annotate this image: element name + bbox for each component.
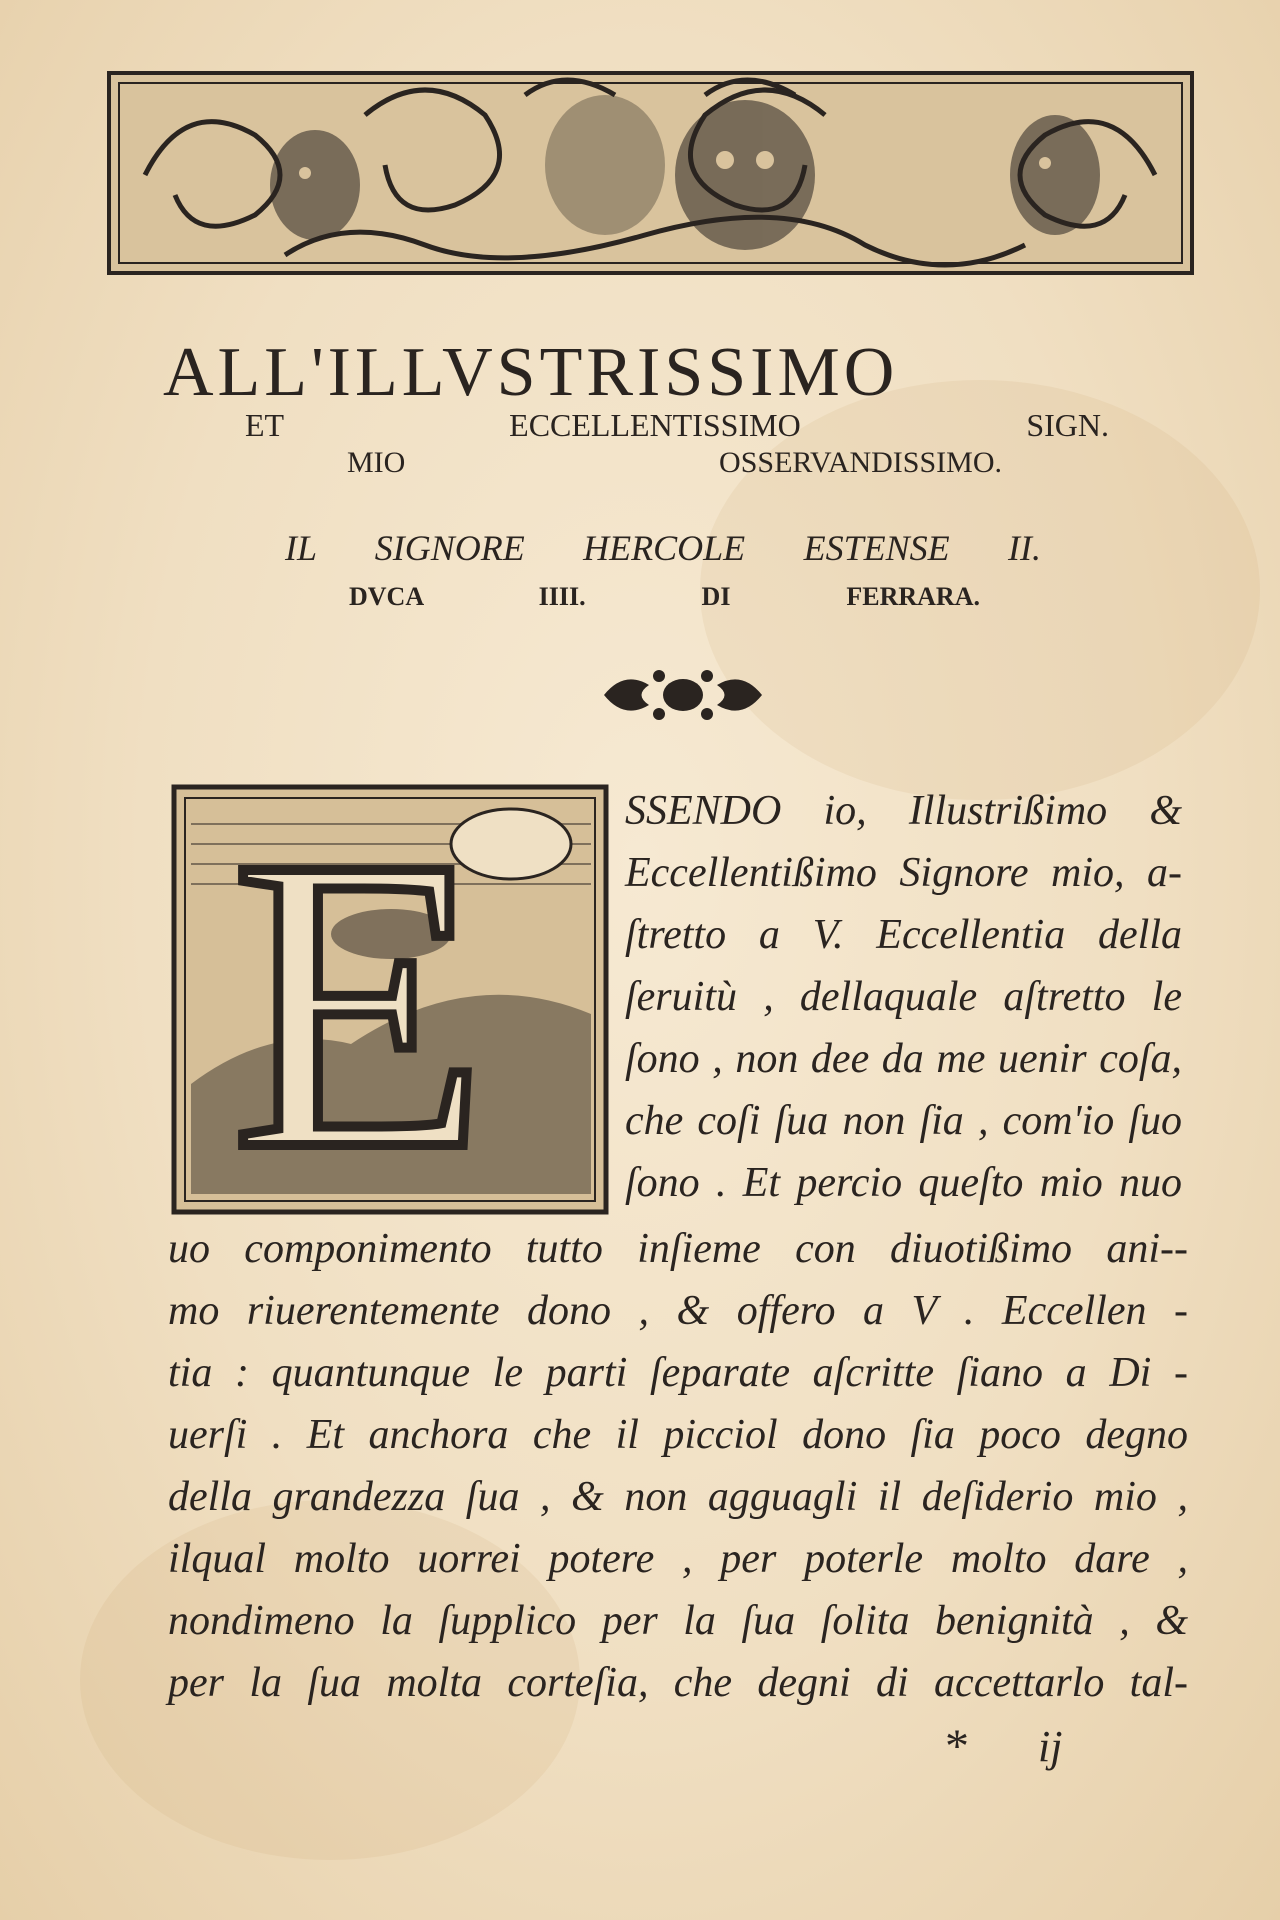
body-line: della grandezza ſua , & non agguagli il deſiderio mio ,	[168, 1474, 1188, 1520]
dedicatee-title-line: DVCA IIII. DI FERRARA.	[349, 582, 980, 611]
body-line: mo riuerentemente dono , & offero a V . Eccellen -	[168, 1288, 1188, 1334]
body-line: Eccellentißimo Signore mio, a-	[625, 850, 1182, 896]
body-line: ſeruitù , dellaquale aſtretto le	[625, 974, 1182, 1020]
body-line: nondimeno la ſupplico per la ſua ſolita benignità , &	[168, 1598, 1188, 1644]
body-line: ſono . Et percio queſto mio nuo	[625, 1160, 1182, 1206]
signature-mark: *	[945, 1720, 969, 1773]
body-line: ilqual molto uorrei potere , per poterle molto dare ,	[168, 1536, 1188, 1582]
title-line-2: ET ECCELLENTISSIMO SIGN.	[245, 407, 1109, 443]
body-line: uo componimento tutto inſieme con diuotißimo ani--	[168, 1226, 1188, 1272]
signature-leaf: ij	[1038, 1722, 1063, 1771]
body-line: ſtretto a V. Eccellentia della	[625, 912, 1182, 958]
drop-cap-letter: E	[231, 771, 488, 1236]
body-line: che coſi ſua non ſia , com'io ſuo	[625, 1098, 1182, 1144]
woodcut-headpiece	[105, 55, 1196, 294]
body-line: tia : quantunque le parti ſeparate aſcritte ſiano a Di -	[168, 1350, 1188, 1396]
fleuron-ornament	[604, 666, 762, 724]
title-line-3: MIO OSSERVANDISSIMO.	[347, 446, 1002, 479]
body-line: per la ſua molta corteſia, che degni di accettarlo tal-	[168, 1660, 1188, 1706]
body-line: SSENDO io, Illustrißimo &	[625, 788, 1182, 834]
woodcut-initial	[171, 771, 609, 1236]
body-line: uerſi . Et anchora che il picciol dono ſia poco degno	[168, 1412, 1188, 1458]
body-line: ſono , non dee da me uenir coſa,	[625, 1036, 1182, 1082]
title-line-1: ALL'ILLVSTRISSIMO	[163, 334, 899, 411]
dedicatee-line: IL SIGNORE HERCOLE ESTENSE II.	[285, 528, 1041, 568]
